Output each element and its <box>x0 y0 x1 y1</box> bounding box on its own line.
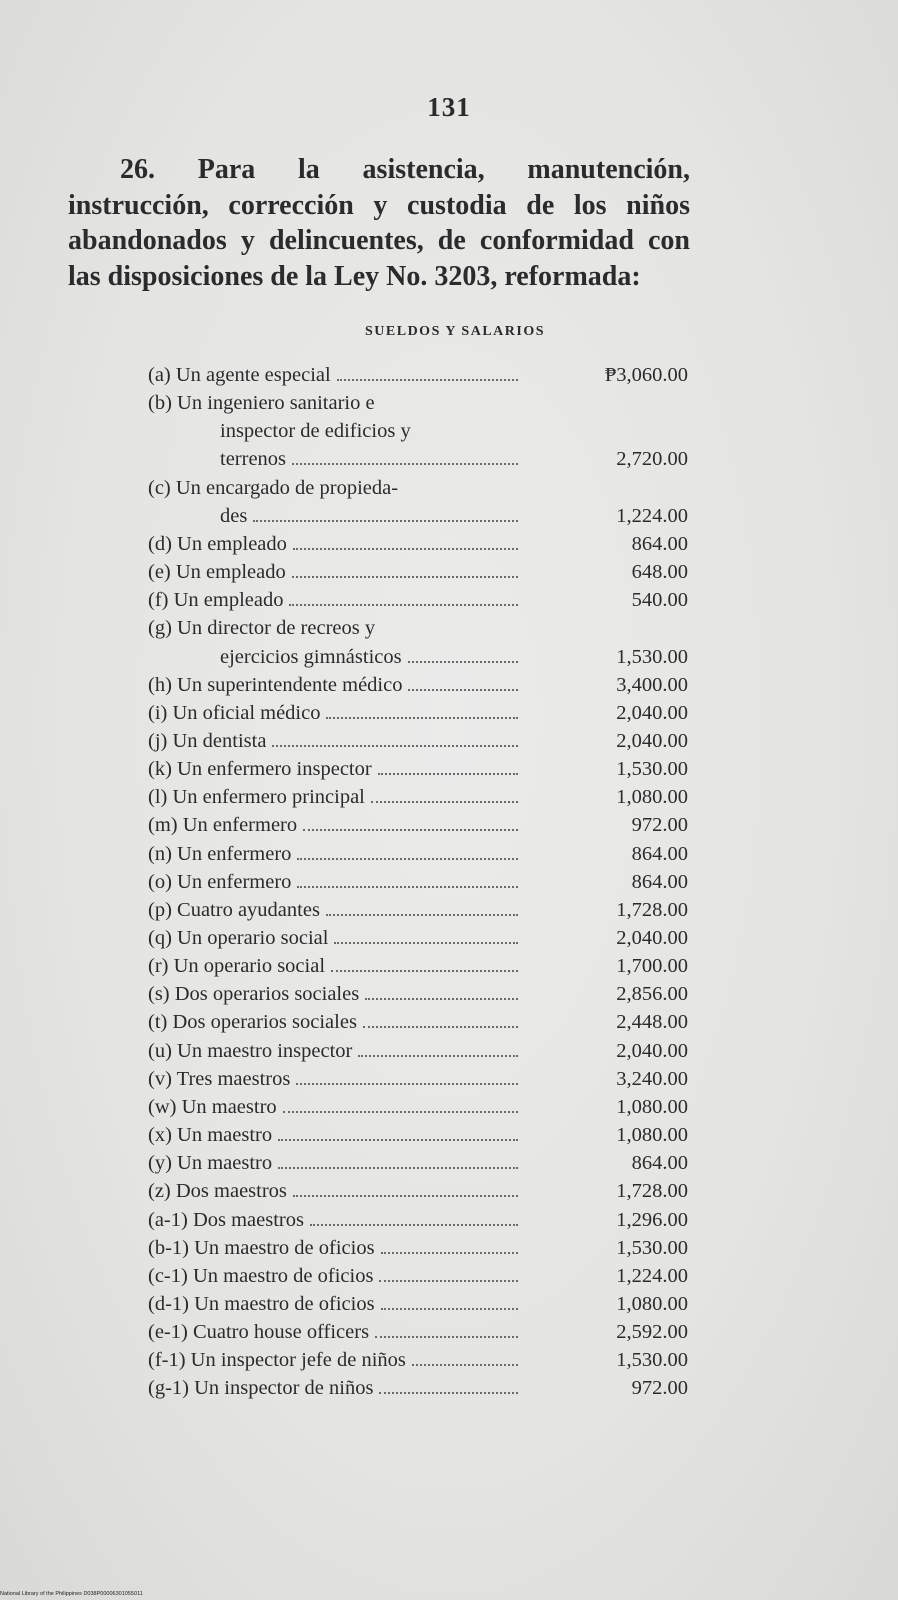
salary-item-amount: 2,040.00 <box>616 1039 688 1062</box>
salary-item-label <box>148 559 518 585</box>
salary-item-amount: 2,592.00 <box>616 1321 688 1344</box>
dot-leader <box>297 884 518 888</box>
salary-item-description: (j) Un dentista <box>148 729 267 752</box>
salary-item-amount: 2,040.00 <box>616 701 688 724</box>
salary-item <box>148 418 688 444</box>
salary-item-description: (k) Un enfermero inspector <box>148 758 372 781</box>
salary-item-amount: 3,400.00 <box>616 673 688 696</box>
salary-item <box>148 1291 688 1317</box>
salary-item-amount: 864.00 <box>631 870 688 893</box>
salary-item-description: terrenos <box>220 448 287 471</box>
salary-item-description: (a) Un agente especial <box>148 364 331 386</box>
salary-item-description: (g-1) Un inspector de niños <box>148 1377 374 1400</box>
salary-item-amount: 648.00 <box>631 561 688 584</box>
salary-item <box>148 728 688 754</box>
salary-item <box>148 615 688 641</box>
dot-leader <box>278 1165 518 1169</box>
dot-leader <box>292 461 518 465</box>
dot-leader <box>379 1278 518 1282</box>
salary-item-amount: 3,240.00 <box>616 1067 688 1090</box>
dot-leader <box>272 743 518 747</box>
salary-item <box>148 644 688 670</box>
salary-item-description: (r) Un operario social <box>148 955 326 978</box>
dot-leader <box>381 1306 518 1310</box>
section-heading: SUELDOS Y SALARIOS <box>365 324 546 339</box>
dot-leader <box>293 546 518 550</box>
dot-leader <box>412 1362 518 1366</box>
dot-leader <box>326 715 518 719</box>
salary-item-label <box>148 700 518 726</box>
salary-item-label <box>148 531 518 557</box>
salary-item-description: (s) Dos operarios sociales <box>148 983 360 1006</box>
page-number: 131 <box>427 92 471 122</box>
dot-leader <box>283 1109 518 1113</box>
salary-item-label <box>148 841 518 867</box>
salary-item-amount: ₱3,060.00 <box>604 364 688 386</box>
dot-leader <box>253 518 518 522</box>
salary-item-amount: 1,080.00 <box>616 1292 688 1315</box>
dot-leader <box>337 377 518 381</box>
salary-item-label <box>148 897 518 923</box>
dot-leader <box>310 1222 518 1226</box>
salary-item-amount: 2,040.00 <box>616 927 688 949</box>
salary-item-description: (a-1) Dos maestros <box>148 1208 304 1231</box>
salary-item-description: (z) Dos maestros <box>148 1180 287 1203</box>
dot-leader <box>292 574 518 578</box>
salary-item <box>148 390 688 416</box>
dot-leader <box>278 1137 518 1141</box>
salary-item-label <box>148 615 375 641</box>
salary-item-label <box>148 728 518 754</box>
salary-item-amount: 1,296.00 <box>616 1208 688 1231</box>
dot-leader <box>303 827 518 831</box>
salary-item <box>148 869 688 895</box>
salary-item-description: (c) Un encargado de propieda- <box>148 476 399 499</box>
salary-item-description: (o) Un enfermero <box>148 870 292 893</box>
salary-item-amount: 864.00 <box>631 842 688 865</box>
salary-item-amount: 864.00 <box>631 1152 688 1175</box>
salary-item-amount: 864.00 <box>631 532 688 555</box>
salary-item-amount: 2,040.00 <box>616 729 688 752</box>
dot-leader <box>363 1024 518 1028</box>
salary-item-amount: 1,080.00 <box>616 786 688 809</box>
salary-item <box>148 897 688 923</box>
salary-item-label <box>148 1178 518 1204</box>
salary-item-description: (h) Un superintendente médico <box>148 673 403 696</box>
salary-item-label <box>220 644 518 670</box>
salary-item <box>148 587 688 613</box>
salary-item <box>148 446 688 472</box>
salary-item-amount: 1,224.00 <box>616 504 688 527</box>
salary-item-amount: 1,700.00 <box>616 955 688 978</box>
dot-leader <box>331 968 518 972</box>
salary-item <box>148 1009 688 1035</box>
salary-item-amount: 1,224.00 <box>616 1264 688 1287</box>
dot-leader <box>358 1053 518 1057</box>
salary-item-description: (f) Un empleado <box>148 589 284 612</box>
salary-item <box>148 1375 688 1401</box>
salary-item <box>148 475 688 501</box>
dot-leader <box>365 996 518 1000</box>
salary-item <box>148 1178 688 1204</box>
salary-item-description: (b-1) Un maestro de oficios <box>148 1236 375 1259</box>
salary-item <box>148 1207 688 1233</box>
salary-item-description: (e) Un empleado <box>148 561 286 584</box>
salary-item-label <box>148 981 518 1007</box>
footer-caption: National Library of the Philippines D038P00006301055011 <box>0 1591 143 1597</box>
dot-leader <box>297 856 518 860</box>
salary-item-description: (x) Un maestro <box>148 1124 273 1147</box>
salary-item <box>148 1235 688 1261</box>
salary-item-label <box>148 1066 518 1092</box>
dot-leader <box>371 799 518 803</box>
salary-item-description: (c-1) Un maestro de oficios <box>148 1264 374 1287</box>
salary-item <box>148 700 688 726</box>
salary-item <box>148 672 688 698</box>
dot-leader <box>326 912 518 916</box>
dot-leader <box>296 1081 518 1085</box>
salary-item-description: (e-1) Cuatro house officers <box>148 1321 370 1344</box>
salary-item <box>148 1038 688 1064</box>
salary-item <box>148 981 688 1007</box>
salary-item-label <box>220 446 518 472</box>
salary-item-label <box>220 503 518 529</box>
dot-leader <box>334 940 518 944</box>
salary-item-amount: 1,530.00 <box>616 645 688 668</box>
salary-item <box>148 1263 688 1289</box>
salary-item-label <box>148 1122 518 1148</box>
salary-item-amount: 1,728.00 <box>616 898 688 921</box>
salary-item-description: (t) Dos operarios sociales <box>148 1011 357 1034</box>
salary-item <box>148 531 688 557</box>
salary-item <box>148 1347 688 1373</box>
salary-item <box>148 1066 688 1092</box>
salary-item-label <box>148 362 518 388</box>
salary-item-label <box>148 784 518 810</box>
salary-item-label <box>148 1207 518 1233</box>
salary-item-label <box>148 1094 518 1120</box>
salary-item-label <box>148 1319 518 1345</box>
salary-item-label <box>148 1375 518 1401</box>
salary-item-description: (g) Un director de recreos y <box>148 617 376 640</box>
salary-item-label <box>148 1038 518 1064</box>
salary-item-description: (p) Cuatro ayudantes <box>148 898 320 921</box>
salary-item <box>148 784 688 810</box>
salary-item-amount: 1,530.00 <box>616 1236 688 1259</box>
salary-item <box>148 1319 688 1345</box>
salary-item-amount: 1,530.00 <box>616 1349 688 1372</box>
salary-item-amount: 1,080.00 <box>616 1095 688 1118</box>
salary-item-description: (m) Un enfermero <box>148 814 298 837</box>
dot-leader <box>408 687 518 691</box>
salary-item <box>148 953 688 979</box>
salary-item-description: (u) Un maestro inspector <box>148 1039 353 1062</box>
salary-item-label <box>148 475 398 501</box>
dot-leader <box>379 1390 518 1394</box>
salary-item-label <box>220 418 411 444</box>
salary-item-label <box>148 756 518 782</box>
salary-item-description: des <box>220 504 248 527</box>
salary-item-description: (w) Un maestro <box>148 1095 277 1118</box>
dot-leader <box>378 771 518 775</box>
dot-leader <box>293 1193 518 1197</box>
salary-item-label <box>148 1291 518 1317</box>
salary-item-label <box>148 925 518 951</box>
salary-item-amount: 972.00 <box>631 1377 688 1400</box>
salary-item-label <box>148 1150 518 1176</box>
salary-item-description: (n) Un enfermero <box>148 842 292 865</box>
salary-item-label <box>148 1263 518 1289</box>
salary-item-amount: 1,530.00 <box>616 758 688 781</box>
salary-item-label <box>148 587 518 613</box>
salary-item-amount: 2,720.00 <box>616 448 688 471</box>
salary-item-amount: 1,080.00 <box>616 1124 688 1147</box>
salary-item-amount: 2,448.00 <box>616 1011 688 1034</box>
salary-item-label <box>148 953 518 979</box>
salary-item-description: ejercicios gimnásticos <box>220 645 402 668</box>
salary-item <box>148 503 688 529</box>
salary-item-description: (f-1) Un inspector jefe de niños <box>148 1349 406 1372</box>
salary-item-label <box>148 390 375 416</box>
salary-item <box>148 559 688 585</box>
salary-item-amount: 540.00 <box>631 589 688 612</box>
salary-item <box>148 756 688 782</box>
salary-item-description: (q) Un operario social <box>148 927 329 949</box>
dot-leader <box>289 602 518 606</box>
salary-item-description: (d) Un empleado <box>148 532 287 555</box>
salary-item-amount: 972.00 <box>631 814 688 837</box>
salary-item-label <box>148 672 518 698</box>
salary-item-label <box>148 812 518 838</box>
salary-item-description: (l) Un enfermero principal <box>148 786 365 809</box>
intro-paragraph: 26. Para la asistencia, manutención, instrucción, corrección y custodia de los niños abandonados y delincuentes, de conformidad con las disposiciones de la Ley No. 3203, reformada: <box>68 154 690 292</box>
salary-item <box>148 1094 688 1120</box>
salary-item-description: (y) Un maestro <box>148 1152 273 1175</box>
salary-item <box>148 362 688 388</box>
salary-item-label <box>148 869 518 895</box>
salary-item-amount: 1,728.00 <box>616 1180 688 1203</box>
salary-item <box>148 841 688 867</box>
dot-leader <box>375 1334 518 1338</box>
salary-item-amount: 2,856.00 <box>616 983 688 1006</box>
salary-item-description: (i) Un oficial médico <box>148 701 321 724</box>
salary-item-label <box>148 1347 518 1373</box>
dot-leader <box>408 659 518 663</box>
salary-item-description: (v) Tres maestros <box>148 1067 291 1090</box>
salary-item-description: (d-1) Un maestro de oficios <box>148 1292 375 1315</box>
salary-item <box>148 1150 688 1176</box>
salary-item-label <box>148 1235 518 1261</box>
salary-item <box>148 1122 688 1148</box>
salary-item <box>148 925 688 951</box>
salary-item <box>148 812 688 838</box>
dot-leader <box>381 1250 518 1254</box>
salary-item-description: (b) Un ingeniero sanitario e <box>148 392 375 415</box>
salary-item-label <box>148 1009 518 1035</box>
salary-item-description: inspector de edificios y <box>220 420 411 443</box>
